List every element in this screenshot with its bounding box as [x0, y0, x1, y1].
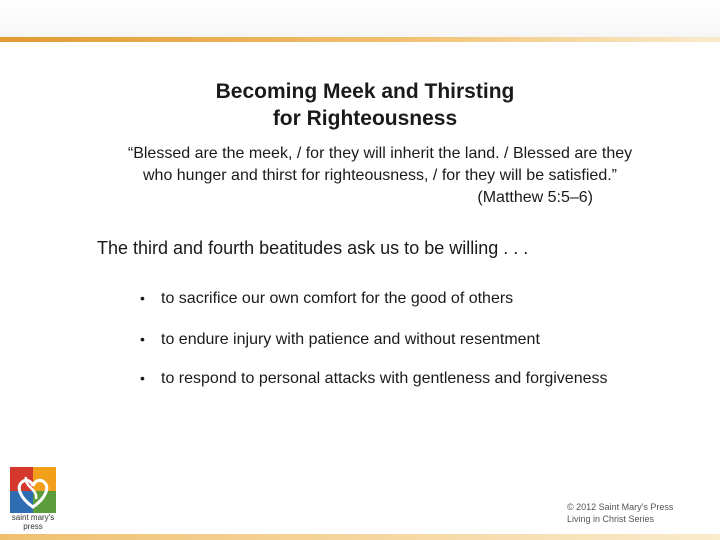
bullet-text: to sacrifice our own comfort for the good of others: [161, 290, 514, 307]
copyright-text: © 2012 Saint Mary's Press: [567, 502, 674, 512]
bullet-item: [140, 368, 610, 389]
series-text: Living in Christ Series: [567, 514, 655, 524]
bullet-text: to respond to personal attacks with gentleness and forgiveness: [161, 370, 608, 387]
logo-label: saint mary's press: [11, 513, 55, 531]
bullet-item: [140, 329, 610, 350]
scripture-quote: [70, 143, 690, 209]
footer-band: [0, 534, 720, 540]
footer-credit: [567, 501, 707, 525]
slide-title-line-1: Becoming Meek and Thirsting: [215, 80, 515, 103]
quote-line-1: “Blessed are the meek, / for they will inherit the land. / Blessed are they: [127, 145, 633, 162]
bullet-marker: •: [140, 370, 145, 386]
quote-line-2: who hunger and thirst for righteousness, / for they will be satisfied.”: [142, 167, 617, 184]
bullet-text: to endure injury with patience and without resentment: [161, 331, 540, 348]
bullet-item: [140, 288, 610, 309]
slide-title-line-2: for Righteousness: [272, 107, 458, 130]
bullet-marker: •: [140, 331, 145, 347]
intro-text: The third and fourth beatitudes ask us to be willing . . .: [97, 238, 529, 258]
header-band: [0, 0, 720, 38]
logo-orange-square: [33, 467, 56, 491]
slide-title: [130, 78, 600, 132]
header-rule: [0, 37, 720, 42]
quote-reference: (Matthew 5:5–6): [477, 189, 593, 206]
bullet-marker: •: [140, 290, 145, 306]
